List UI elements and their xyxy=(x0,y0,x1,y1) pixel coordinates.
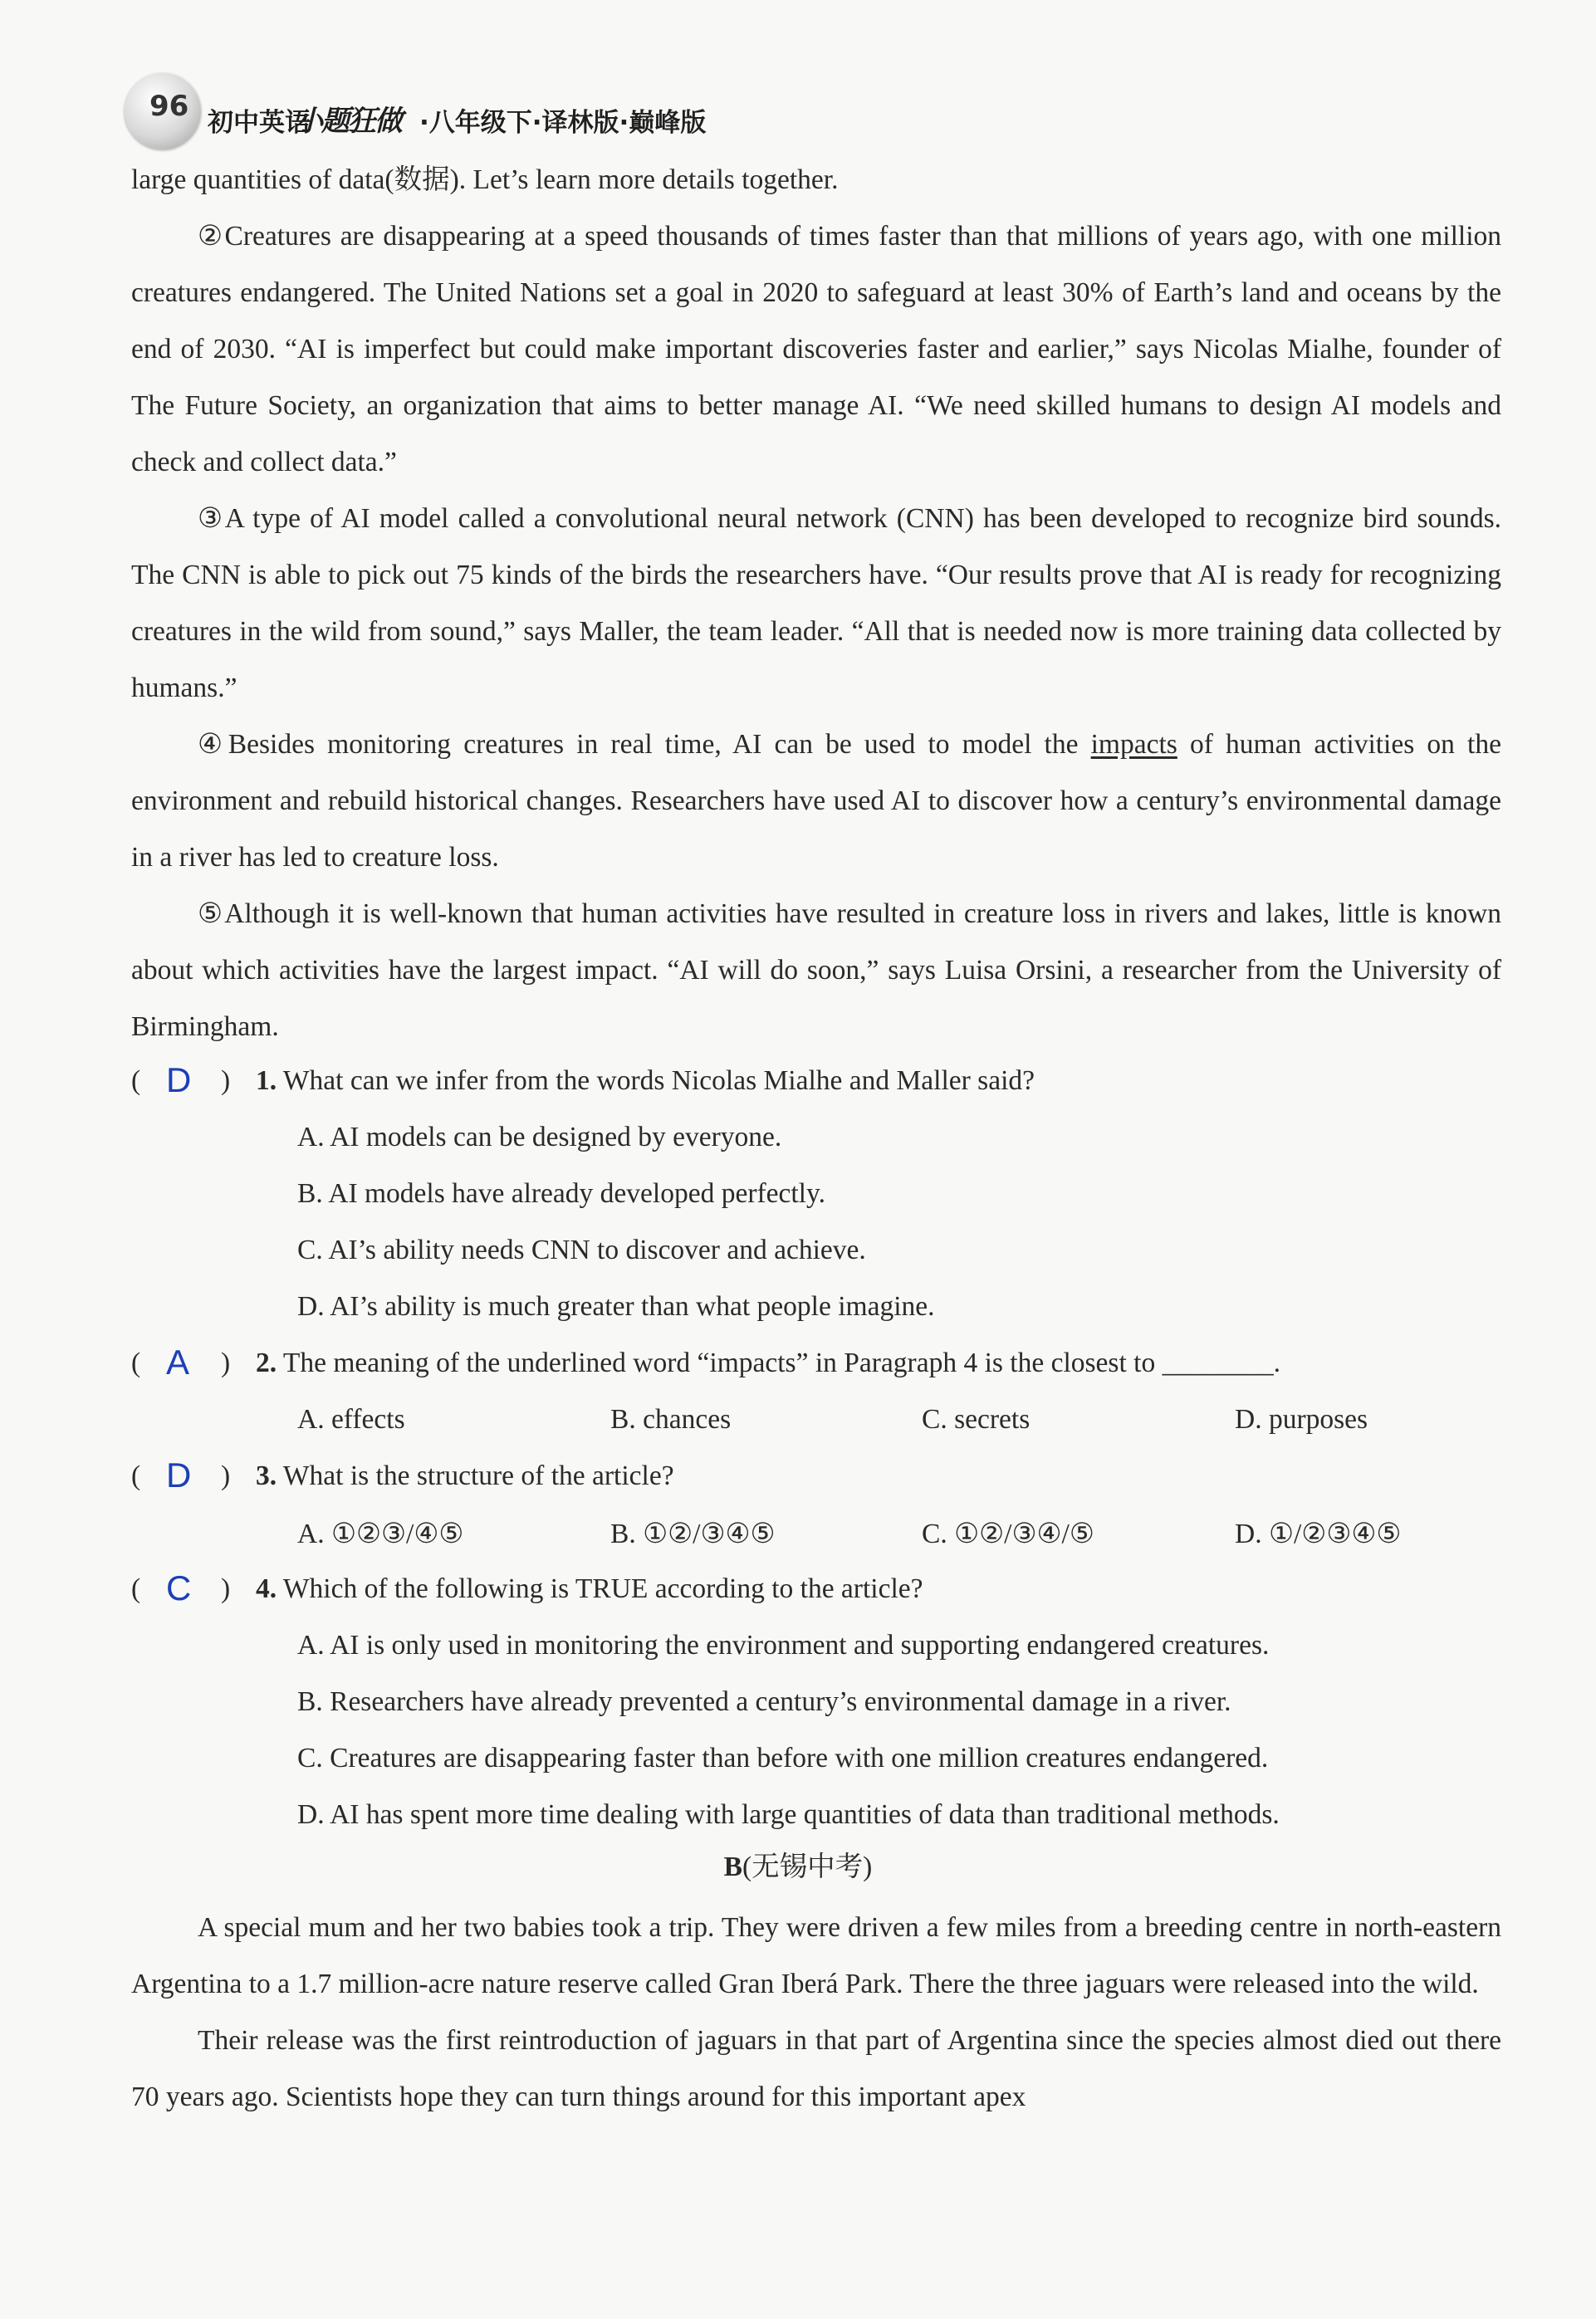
paragraph-4 xyxy=(131,717,1501,886)
paragraph-1-end: large quantities of data(数据). Let’s learn more details together. xyxy=(131,164,839,195)
q1-option-b: B. AI models have already developed perfectly. xyxy=(297,1178,825,1209)
brand-logo-text: 小题狂做 xyxy=(295,105,401,138)
question-1 xyxy=(131,1060,1035,1099)
question-2 xyxy=(131,1343,1280,1382)
q3-option-d: D. ①/②③④⑤ xyxy=(1235,1519,1402,1549)
edition-label: ·八年级下·译林版·巅峰版 xyxy=(419,108,707,138)
handwritten-answer: A xyxy=(166,1343,190,1382)
handwritten-answer: C xyxy=(166,1568,192,1607)
q4-option-a: A. AI is only used in monitoring the environment and supporting endangered creatures. xyxy=(297,1630,1270,1661)
question-number: 2. xyxy=(256,1348,277,1378)
paragraph-4-start: ④Besides monitoring creatures in real time, AI can be used to model the xyxy=(198,729,1091,760)
passage-b-paragraph-1: A special mum and her two babies took a trip. They were driven a few miles from a breeding centre in north-eastern Argentina to a 1.7 million-acre nature reserve called Gran Iberá Park. There the three jaguars were released into the wild. xyxy=(131,1912,1501,1999)
handwritten-answer: D xyxy=(166,1455,192,1495)
q3-option-c: C. ①②/③④/⑤ xyxy=(922,1519,1094,1549)
q1-option-a: A. AI models can be designed by everyone. xyxy=(297,1122,782,1152)
page-number: 96 xyxy=(149,90,189,123)
question-text: What is the structure of the article? xyxy=(282,1460,674,1491)
question-4 xyxy=(131,1568,923,1607)
answer-box: ( C ) xyxy=(131,1568,231,1607)
answer-box: ( A ) xyxy=(131,1343,231,1382)
q1-option-c: C. AI’s ability needs CNN to discover and achieve. xyxy=(297,1235,866,1265)
paragraph-4-end: of human activities on the environment and rebuild historical changes. Researchers have used AI to discover how a century’s environmental damage in a river has led to creature loss. xyxy=(131,729,1501,873)
paragraph-2: ②Creatures are disappearing at a speed thousands of times faster than that millions of years ago, with one million creatures endangered. The United Nations set a goal in 2020 to safeguard at least 30% of Earth’s land and oceans by the end of 2030. “AI is imperfect but could make important discoveries faster and earlier,” says Nicolas Mialhe, founder of The Future Society, an organization that aims to better manage AI. “We need skilled humans to design AI models and check and collect data.” xyxy=(131,221,1501,477)
q1-option-d: D. AI’s ability is much greater than what people imagine. xyxy=(297,1291,935,1322)
question-text: Which of the following is TRUE according to the article? xyxy=(282,1573,923,1604)
question-number: 1. xyxy=(256,1065,277,1096)
question-3 xyxy=(131,1455,674,1495)
q3-option-b: B. ①②/③④⑤ xyxy=(610,1519,776,1549)
section-letter: B xyxy=(723,1852,743,1882)
paragraph-3: ③A type of AI model called a convolutional neural network (CNN) has been developed to recognize bird sounds. The CNN is able to pick out 75 kinds of the birds the researchers have. “Our results prove that AI is ready for recognizing creatures in the wild from sound,” says Maller, the team leader. “All that is needed now is more training data collected by humans.” xyxy=(131,503,1501,703)
q3-option-a: A. ①②③/④⑤ xyxy=(297,1519,464,1549)
answer-box: ( D ) xyxy=(131,1455,231,1495)
answer-box: ( D ) xyxy=(131,1060,231,1099)
paragraph-5: ⑤Although it is well-known that human activities have resulted in creature loss in rivers and lakes, little is known about which activities have the largest impact. “AI will do soon,” says Luisa Orsini, a researcher from the University of Birmingham. xyxy=(131,898,1501,1042)
book-title: 初中英语 xyxy=(208,108,311,138)
question-text: What can we infer from the words Nicolas Mialhe and Maller said? xyxy=(282,1065,1035,1096)
section-b-heading xyxy=(0,1843,1596,1884)
question-number: 3. xyxy=(256,1460,277,1491)
underlined-word-impacts: impacts xyxy=(1090,729,1177,760)
passage-a xyxy=(131,152,1501,1055)
question-number: 4. xyxy=(256,1573,277,1604)
q4-option-b: B. Researchers have already prevented a century’s environmental damage in a river. xyxy=(297,1686,1231,1717)
q2-option-d: D. purposes xyxy=(1235,1404,1368,1435)
q2-option-c: C. secrets xyxy=(922,1404,1031,1435)
passage-b-paragraph-2: Their release was the first reintroduction of jaguars in that part of Argentina since the species almost died out there 70 years ago. Scientists hope they can turn things around for this important apex xyxy=(131,2025,1501,2112)
page-header xyxy=(125,73,789,148)
q2-option-a: A. effects xyxy=(297,1404,405,1435)
section-source: (无锡中考) xyxy=(742,1852,873,1882)
passage-b xyxy=(131,1900,1501,2126)
q4-option-c: C. Creatures are disappearing faster than before with one million creatures endangered. xyxy=(297,1743,1269,1773)
q4-option-d: D. AI has spent more time dealing with large quantities of data than traditional methods. xyxy=(297,1799,1280,1830)
question-text: The meaning of the underlined word “impacts” in Paragraph 4 is the closest to ________. xyxy=(282,1348,1280,1378)
q2-option-b: B. chances xyxy=(610,1404,732,1435)
handwritten-answer: D xyxy=(166,1060,192,1099)
